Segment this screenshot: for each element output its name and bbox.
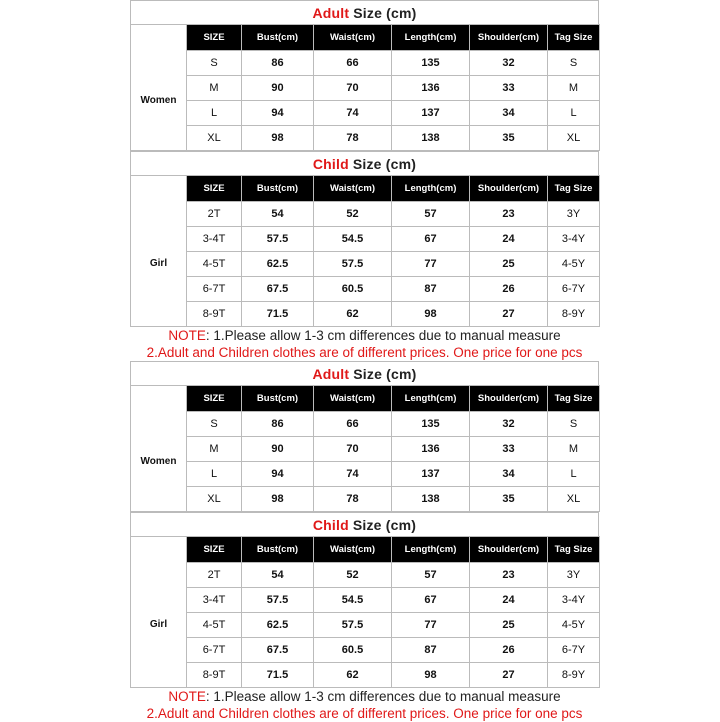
table-cell: 25 <box>470 613 548 638</box>
table-cell: 34 <box>470 101 548 126</box>
adult-size-table <box>130 385 600 512</box>
table-header-row <box>131 537 600 563</box>
table-cell: 4-5Y <box>548 613 600 638</box>
table-row <box>131 202 600 227</box>
table-cell: 67 <box>392 588 470 613</box>
note-text-1: : 1.Please allow 1-3 cm differences due to manual measure <box>205 689 561 704</box>
column-header: Length(cm) <box>392 537 470 563</box>
column-header: Shoulder(cm) <box>470 176 548 202</box>
table-cell: XL <box>548 487 600 512</box>
table-cell: 86 <box>242 412 314 437</box>
column-header: Shoulder(cm) <box>470 386 548 412</box>
column-header: Waist(cm) <box>314 386 392 412</box>
table-cell: 77 <box>392 252 470 277</box>
adult-title-accent: Adult <box>312 365 350 382</box>
child-title-rest: Size (cm) <box>352 516 417 533</box>
column-header: SIZE <box>187 176 242 202</box>
table-row <box>131 412 600 437</box>
column-header: Tag Size <box>548 176 600 202</box>
table-cell: L <box>548 101 600 126</box>
table-cell: 57.5 <box>242 588 314 613</box>
table-cell: 8-9T <box>187 663 242 688</box>
table-cell: 66 <box>314 51 392 76</box>
table-cell: 98 <box>242 126 314 151</box>
header-blank-cell <box>131 537 187 563</box>
table-cell: 52 <box>314 202 392 227</box>
note-block <box>130 688 599 722</box>
table-row <box>131 76 600 101</box>
table-cell: 27 <box>470 302 548 327</box>
table-cell: 77 <box>392 613 470 638</box>
column-header: Tag Size <box>548 25 600 51</box>
table-row <box>131 663 600 688</box>
table-header-row <box>131 25 600 51</box>
table-cell: 78 <box>314 126 392 151</box>
table-cell: 24 <box>470 588 548 613</box>
table-cell: 62.5 <box>242 252 314 277</box>
group-label: Girl <box>131 563 187 688</box>
column-header: SIZE <box>187 537 242 563</box>
child-title-rest: Size (cm) <box>352 155 417 172</box>
table-cell: 54 <box>242 202 314 227</box>
table-cell: 32 <box>470 412 548 437</box>
note-block <box>130 327 599 361</box>
table-cell: L <box>187 462 242 487</box>
note-line-1 <box>130 688 599 705</box>
table-cell: 3Y <box>548 202 600 227</box>
note-label: NOTE <box>168 328 206 343</box>
child-size-title <box>130 512 599 536</box>
child-title-accent: Child <box>312 516 349 533</box>
column-header: Bust(cm) <box>242 25 314 51</box>
table-cell: 66 <box>314 412 392 437</box>
column-header: SIZE <box>187 25 242 51</box>
table-cell: 94 <box>242 101 314 126</box>
table-cell: 98 <box>392 663 470 688</box>
group-label: Women <box>131 412 187 512</box>
header-blank-cell <box>131 25 187 51</box>
table-cell: 3-4T <box>187 588 242 613</box>
table-row <box>131 302 600 327</box>
table-cell: 67.5 <box>242 277 314 302</box>
table-cell: 6-7T <box>187 638 242 663</box>
table-row <box>131 613 600 638</box>
table-cell: 57.5 <box>242 227 314 252</box>
table-cell: S <box>548 412 600 437</box>
table-row <box>131 437 600 462</box>
table-row <box>131 126 600 151</box>
table-cell: XL <box>187 487 242 512</box>
header-blank-cell <box>131 386 187 412</box>
table-cell: 2T <box>187 563 242 588</box>
table-cell: 136 <box>392 76 470 101</box>
table-row <box>131 563 600 588</box>
column-header: Waist(cm) <box>314 25 392 51</box>
table-cell: 6-7T <box>187 277 242 302</box>
table-cell: 78 <box>314 487 392 512</box>
table-row <box>131 51 600 76</box>
table-cell: 8-9Y <box>548 663 600 688</box>
table-row <box>131 227 600 252</box>
column-header: SIZE <box>187 386 242 412</box>
table-cell: S <box>548 51 600 76</box>
adult-size-table <box>130 24 600 151</box>
table-cell: XL <box>187 126 242 151</box>
table-cell: S <box>187 51 242 76</box>
child-size-table <box>130 536 600 688</box>
table-cell: 90 <box>242 76 314 101</box>
table-row <box>131 638 600 663</box>
child-size-title <box>130 151 599 175</box>
table-cell: 138 <box>392 126 470 151</box>
adult-size-title <box>130 0 599 24</box>
table-cell: 86 <box>242 51 314 76</box>
note-line-2: 2.Adult and Children clothes are of different prices. One price for one pcs <box>146 706 583 721</box>
table-header-row <box>131 176 600 202</box>
column-header: Shoulder(cm) <box>470 25 548 51</box>
table-cell: 54 <box>242 563 314 588</box>
table-cell: M <box>548 76 600 101</box>
table-cell: 32 <box>470 51 548 76</box>
table-row <box>131 101 600 126</box>
table-cell: 87 <box>392 277 470 302</box>
table-cell: 6-7Y <box>548 638 600 663</box>
table-row <box>131 487 600 512</box>
table-cell: 33 <box>470 437 548 462</box>
table-cell: 135 <box>392 51 470 76</box>
table-cell: 94 <box>242 462 314 487</box>
table-cell: 35 <box>470 126 548 151</box>
column-header: Tag Size <box>548 386 600 412</box>
table-row <box>131 588 600 613</box>
table-cell: 8-9T <box>187 302 242 327</box>
column-header: Bust(cm) <box>242 537 314 563</box>
table-cell: 25 <box>470 252 548 277</box>
table-cell: 57 <box>392 202 470 227</box>
adult-title-accent: Adult <box>312 4 350 21</box>
table-cell: 27 <box>470 663 548 688</box>
table-cell: 71.5 <box>242 302 314 327</box>
table-cell: 52 <box>314 563 392 588</box>
table-cell: 2T <box>187 202 242 227</box>
table-cell: 34 <box>470 462 548 487</box>
table-cell: 137 <box>392 101 470 126</box>
table-cell: 6-7Y <box>548 277 600 302</box>
table-cell: 135 <box>392 412 470 437</box>
table-cell: 60.5 <box>314 277 392 302</box>
table-cell: 33 <box>470 76 548 101</box>
table-cell: 57.5 <box>314 252 392 277</box>
table-cell: S <box>187 412 242 437</box>
table-header-row <box>131 386 600 412</box>
adult-title-rest: Size (cm) <box>353 365 417 382</box>
child-size-table <box>130 175 600 327</box>
size-chart-sheet <box>130 0 599 722</box>
adult-size-title <box>130 361 599 385</box>
group-label: Women <box>131 51 187 151</box>
column-header: Length(cm) <box>392 25 470 51</box>
table-cell: 67.5 <box>242 638 314 663</box>
note-line-2: 2.Adult and Children clothes are of different prices. One price for one pcs <box>146 345 583 360</box>
table-cell: 98 <box>392 302 470 327</box>
table-cell: 3-4Y <box>548 227 600 252</box>
column-header: Shoulder(cm) <box>470 537 548 563</box>
note-text-1: : 1.Please allow 1-3 cm differences due to manual measure <box>205 328 561 343</box>
table-cell: 70 <box>314 76 392 101</box>
table-cell: 71.5 <box>242 663 314 688</box>
table-cell: 87 <box>392 638 470 663</box>
table-cell: 8-9Y <box>548 302 600 327</box>
table-cell: 90 <box>242 437 314 462</box>
header-blank-cell <box>131 176 187 202</box>
table-cell: 57 <box>392 563 470 588</box>
table-row <box>131 252 600 277</box>
table-cell: 4-5Y <box>548 252 600 277</box>
table-cell: 23 <box>470 563 548 588</box>
table-cell: 3-4T <box>187 227 242 252</box>
table-cell: L <box>187 101 242 126</box>
table-cell: 62.5 <box>242 613 314 638</box>
table-cell: M <box>187 76 242 101</box>
column-header: Tag Size <box>548 537 600 563</box>
table-cell: XL <box>548 126 600 151</box>
table-cell: 4-5T <box>187 613 242 638</box>
table-cell: 54.5 <box>314 588 392 613</box>
group-label: Girl <box>131 202 187 327</box>
table-cell: M <box>548 437 600 462</box>
table-cell: 70 <box>314 437 392 462</box>
table-cell: 57.5 <box>314 613 392 638</box>
table-cell: 137 <box>392 462 470 487</box>
table-cell: 4-5T <box>187 252 242 277</box>
column-header: Length(cm) <box>392 176 470 202</box>
table-cell: L <box>548 462 600 487</box>
table-cell: 67 <box>392 227 470 252</box>
table-cell: 54.5 <box>314 227 392 252</box>
table-cell: 74 <box>314 462 392 487</box>
table-cell: 26 <box>470 277 548 302</box>
table-cell: 136 <box>392 437 470 462</box>
column-header: Length(cm) <box>392 386 470 412</box>
note-line-1 <box>130 327 599 344</box>
table-row <box>131 462 600 487</box>
table-cell: 74 <box>314 101 392 126</box>
adult-title-rest: Size (cm) <box>353 4 417 21</box>
table-cell: 35 <box>470 487 548 512</box>
column-header: Bust(cm) <box>242 176 314 202</box>
table-row <box>131 277 600 302</box>
table-cell: 138 <box>392 487 470 512</box>
table-cell: 3Y <box>548 563 600 588</box>
table-cell: 62 <box>314 302 392 327</box>
table-cell: 23 <box>470 202 548 227</box>
column-header: Waist(cm) <box>314 537 392 563</box>
child-title-accent: Child <box>312 155 349 172</box>
table-cell: 62 <box>314 663 392 688</box>
table-cell: M <box>187 437 242 462</box>
column-header: Waist(cm) <box>314 176 392 202</box>
table-cell: 26 <box>470 638 548 663</box>
table-cell: 60.5 <box>314 638 392 663</box>
column-header: Bust(cm) <box>242 386 314 412</box>
table-cell: 24 <box>470 227 548 252</box>
note-label: NOTE <box>168 689 206 704</box>
table-cell: 3-4Y <box>548 588 600 613</box>
table-cell: 98 <box>242 487 314 512</box>
